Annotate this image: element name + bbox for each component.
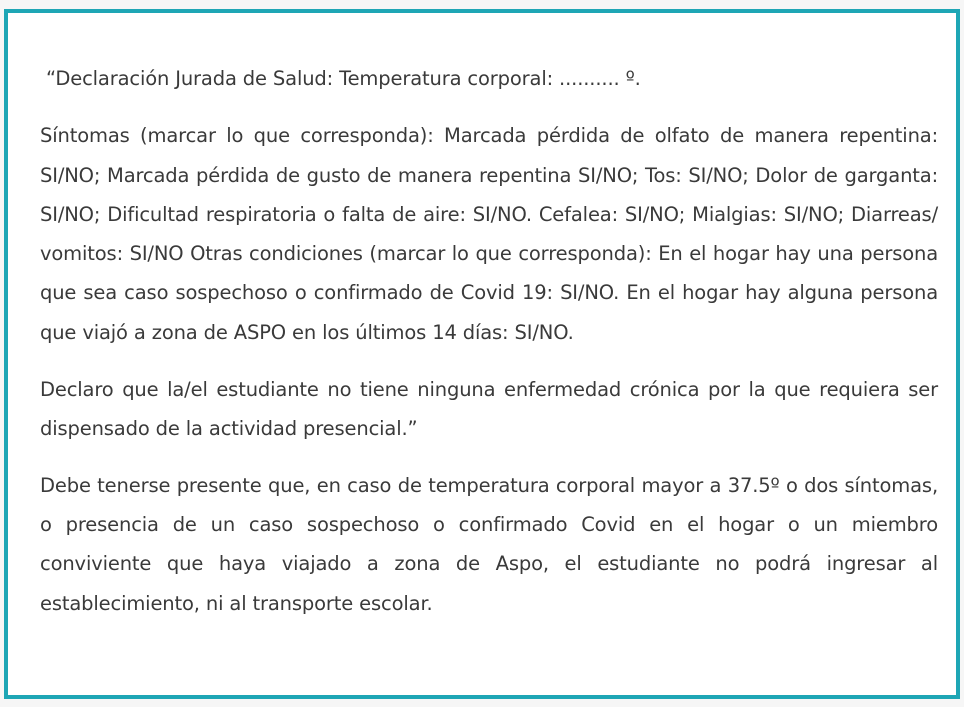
document-frame	[4, 9, 960, 699]
health-declaration-title: “Declaración Jurada de Salud: Temperatura corporal: .......... º.	[46, 67, 641, 90]
declaration-paragraph: Declaro que la/el estudiante no tiene ninguna enfermedad crónica por la que requiera ser dispensado de la actividad presencial.”	[40, 378, 938, 441]
document-body	[40, 59, 938, 623]
symptoms-paragraph: Síntomas (marcar lo que corresponda): Marcada pérdida de olfato de manera repentina: SI/NO; Marcada pérdida de gusto de manera repentina SI/NO; Tos: SI/NO; Dolor de garganta: SI/NO; Dificultad respiratoria o falta de aire: SI/NO. Cefalea: SI/​NO; Mialgias: SI/NO; Diarreas/ vomitos: SI/NO Otras condiciones (marcar lo que corresponda): En el hogar hay una persona que sea caso sospechoso o confirmado de Covid 19: SI/NO. En el hogar hay alguna persona que viajó a zona de ASPO en los últimos 14 días: SI/NO.	[40, 124, 938, 344]
admission-note-paragraph: Debe tenerse presente que, en caso de temperatura corporal mayor a 37.5º o dos síntomas, o presencia de un caso sospechoso o confirmado Covid en el hogar o un miembro conviviente que haya viajado a zona de Aspo, el estudiante no podrá ingresar al establecimiento, ni al transporte escolar.	[40, 473, 938, 615]
